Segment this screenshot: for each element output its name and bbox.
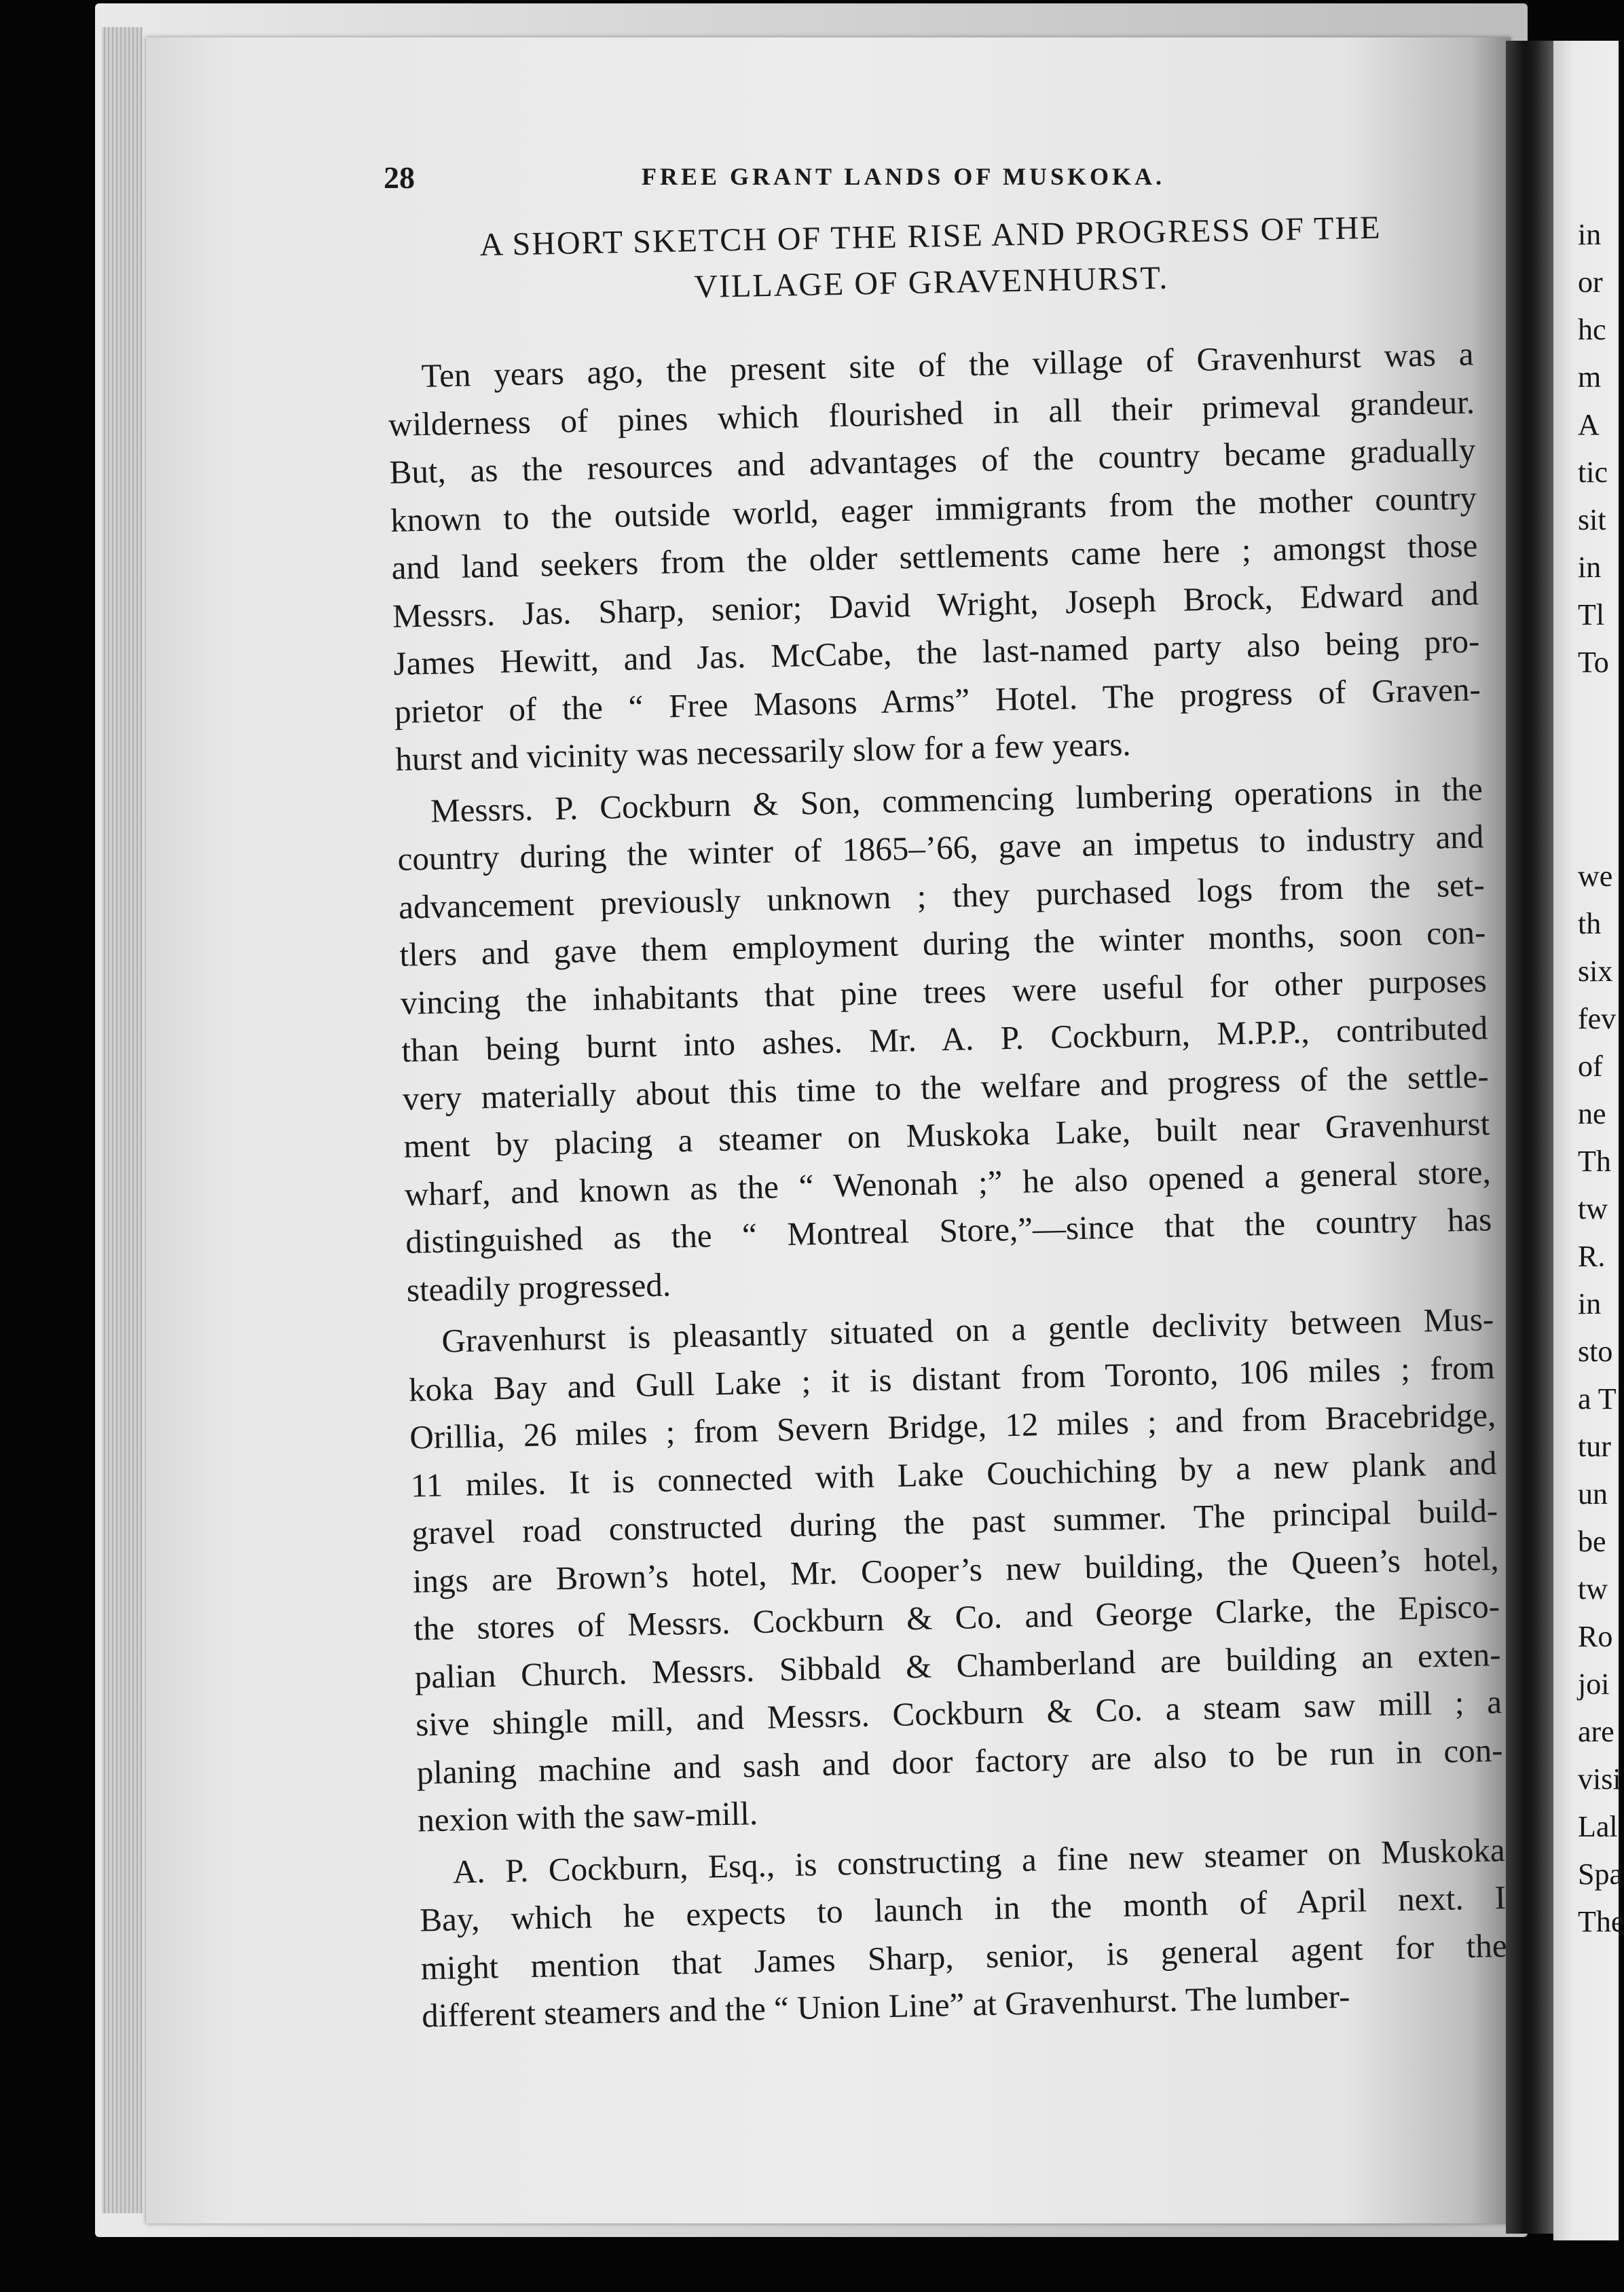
- facing-page-fragment: in: [1578, 551, 1602, 584]
- text-line: wilderness of pines which flourished in all their primeval grandeur.: [388, 382, 1475, 443]
- facing-page-fragment: To: [1578, 646, 1609, 679]
- text-line: wharf, and known as the “ Wenonah ;” he also opened a general store,: [404, 1152, 1492, 1213]
- text-line: Orillia, 26 miles ; from Severn Bridge, 12 miles ; and from Bracebridge,: [409, 1396, 1496, 1456]
- title-line-2: VILLAGE OF GRAVENHURST.: [693, 259, 1169, 306]
- text-line: tlers and gave them employment during the winter months, soon con-: [399, 913, 1486, 974]
- text-line: ment by placing a steamer on Muskoka Lake, built near Gravenhurst: [403, 1105, 1490, 1165]
- facing-page-fragment: Lal: [1578, 1810, 1618, 1843]
- text-line: very materially about this time to the welfare and progress of the settle-: [402, 1056, 1490, 1117]
- facing-page-fragment: in: [1578, 218, 1602, 251]
- text-line: advancement previously unknown ; they purchased logs from the set-: [398, 865, 1485, 926]
- facing-page-fragment: m: [1578, 361, 1602, 394]
- text-line: 11 miles. It is connected with Lake Couchiching by a new plank and: [410, 1443, 1498, 1504]
- facing-page-fragment: The: [1578, 1905, 1624, 1938]
- facing-page-fragment: tw: [1578, 1572, 1608, 1606]
- facing-page-fragment: joi: [1578, 1667, 1610, 1701]
- facing-page-fragment: or: [1578, 265, 1603, 299]
- facing-page-fragment: are: [1578, 1715, 1614, 1748]
- text-line: than being burnt into ashes. Mr. A. P. Cockburn, M.P.P., contributed: [401, 1009, 1488, 1069]
- text-line: planing machine and sash and door factory are also to be run in con-: [416, 1731, 1504, 1792]
- text-line: But, as the resources and advantages of the country became gradually: [389, 430, 1476, 491]
- facing-page-fragment: we: [1578, 860, 1613, 893]
- text-line: Ten years ago, the present site of the village of Gravenhurst was a: [421, 335, 1474, 394]
- page-header: [384, 160, 1456, 207]
- facing-page-fragment: Ro: [1578, 1620, 1613, 1653]
- text-line: palian Church. Messrs. Sibbald & Chamberland are building an exten-: [414, 1635, 1502, 1696]
- facing-page-fragment: Th: [1578, 1145, 1611, 1178]
- facing-page-fragment: visi: [1578, 1762, 1621, 1796]
- facing-page-fragment: sto: [1578, 1335, 1613, 1368]
- text-line: and land seekers from the older settlements came here ; amongst those: [391, 526, 1478, 587]
- facing-page-fragment: fev: [1578, 1002, 1617, 1035]
- text-line: different steamers and the “ Union Line” at Gravenhurst. The lumber-: [421, 1977, 1350, 2035]
- text-line: nexion with the saw-mill.: [417, 1794, 758, 1839]
- facing-page-fragment: tw: [1578, 1192, 1608, 1225]
- text-line: steadily progressed.: [406, 1265, 671, 1309]
- text-line: koka Bay and Gull Lake ; it is distant from Toronto, 106 miles ; from: [408, 1348, 1496, 1409]
- text-line: the stores of Messrs. Cockburn & Co. and George Clarke, the Episco-: [413, 1587, 1500, 1648]
- text-line: ings are Brown’s hotel, Mr. Cooper’s new building, the Queen’s hotel,: [412, 1539, 1500, 1600]
- facing-page-fragment: be: [1578, 1525, 1606, 1558]
- paragraph: [418, 1826, 1509, 2040]
- text-line: hurst and vicinity was necessarily slow for a few years.: [394, 725, 1131, 778]
- facing-page: [1553, 41, 1624, 2240]
- text-line: distinguished as the “ Montreal Store,”—since that the country has: [405, 1200, 1492, 1261]
- text-line: prietor of the “ Free Masons Arms” Hotel. The progress of Graven-: [394, 669, 1481, 731]
- facing-page-fragment: six: [1578, 955, 1613, 988]
- text-line: James Hewitt, and Jas. McCabe, the last-named party also being pro-: [393, 622, 1480, 682]
- facing-page-fragment: a T: [1578, 1382, 1617, 1416]
- facing-page-fragment: tic: [1578, 456, 1608, 489]
- page-stack-lines: [102, 27, 143, 2213]
- running-head: FREE GRANT LANDS OF MUSKOKA.: [642, 163, 1166, 190]
- facing-page-fragment: ne: [1578, 1097, 1606, 1130]
- text-line: Messrs. Jas. Sharp, senior; David Wright, Joseph Brock, Edward and: [392, 574, 1479, 635]
- paragraph: [387, 330, 1482, 783]
- text-line: Bay, which he expects to launch in the month of April next. I: [419, 1878, 1507, 1939]
- facing-page-fragment: A: [1578, 408, 1600, 441]
- facing-page-fragment: in: [1578, 1287, 1602, 1320]
- facing-page-fragment: of: [1578, 1050, 1603, 1083]
- text-line: sive shingle mill, and Messrs. Cockburn & Co. a steam saw mill ; a: [415, 1683, 1502, 1743]
- article-body: [387, 330, 1509, 2044]
- title-line-1: A SHORT SKETCH OF THE RISE AND PROGRESS OF THE: [479, 209, 1382, 263]
- facing-page-fragment: Tl: [1578, 598, 1605, 631]
- facing-page-fragment: tur: [1578, 1430, 1611, 1463]
- facing-page-fragment: sit: [1578, 503, 1606, 536]
- facing-page-fragment: Spa: [1578, 1857, 1623, 1891]
- text-line: known to the outside world, eager immigrants from the mother country: [390, 478, 1477, 539]
- text-line: Gravenhurst is pleasantly situated on a gentle declivity between Mus-: [441, 1300, 1494, 1360]
- book-gutter: [1506, 41, 1553, 2234]
- paragraph: [396, 765, 1493, 1314]
- text-line: vincing the inhabitants that pine trees were useful for other purposes: [400, 961, 1488, 1022]
- text-line: Messrs. P. Cockburn & Son, commencing lumbering operations in the: [430, 769, 1483, 830]
- facing-page-fragment: un: [1578, 1477, 1608, 1511]
- facing-page-fragment: hc: [1578, 313, 1606, 346]
- facing-page-fragment: R.: [1578, 1240, 1606, 1273]
- facing-page-fragment: th: [1578, 907, 1602, 940]
- paragraph: [407, 1295, 1505, 1845]
- text-line: gravel road constructed during the past summer. The principal build-: [411, 1492, 1498, 1552]
- text-line: A. P. Cockburn, Esq., is constructing a fine new steamer on Muskoka: [452, 1830, 1506, 1890]
- page-number: 28: [384, 160, 415, 195]
- text-line: country during the winter of 1865–’66, gave an impetus to industry and: [397, 817, 1484, 878]
- text-line: might mention that James Sharp, senior, is general agent for the: [420, 1926, 1508, 1986]
